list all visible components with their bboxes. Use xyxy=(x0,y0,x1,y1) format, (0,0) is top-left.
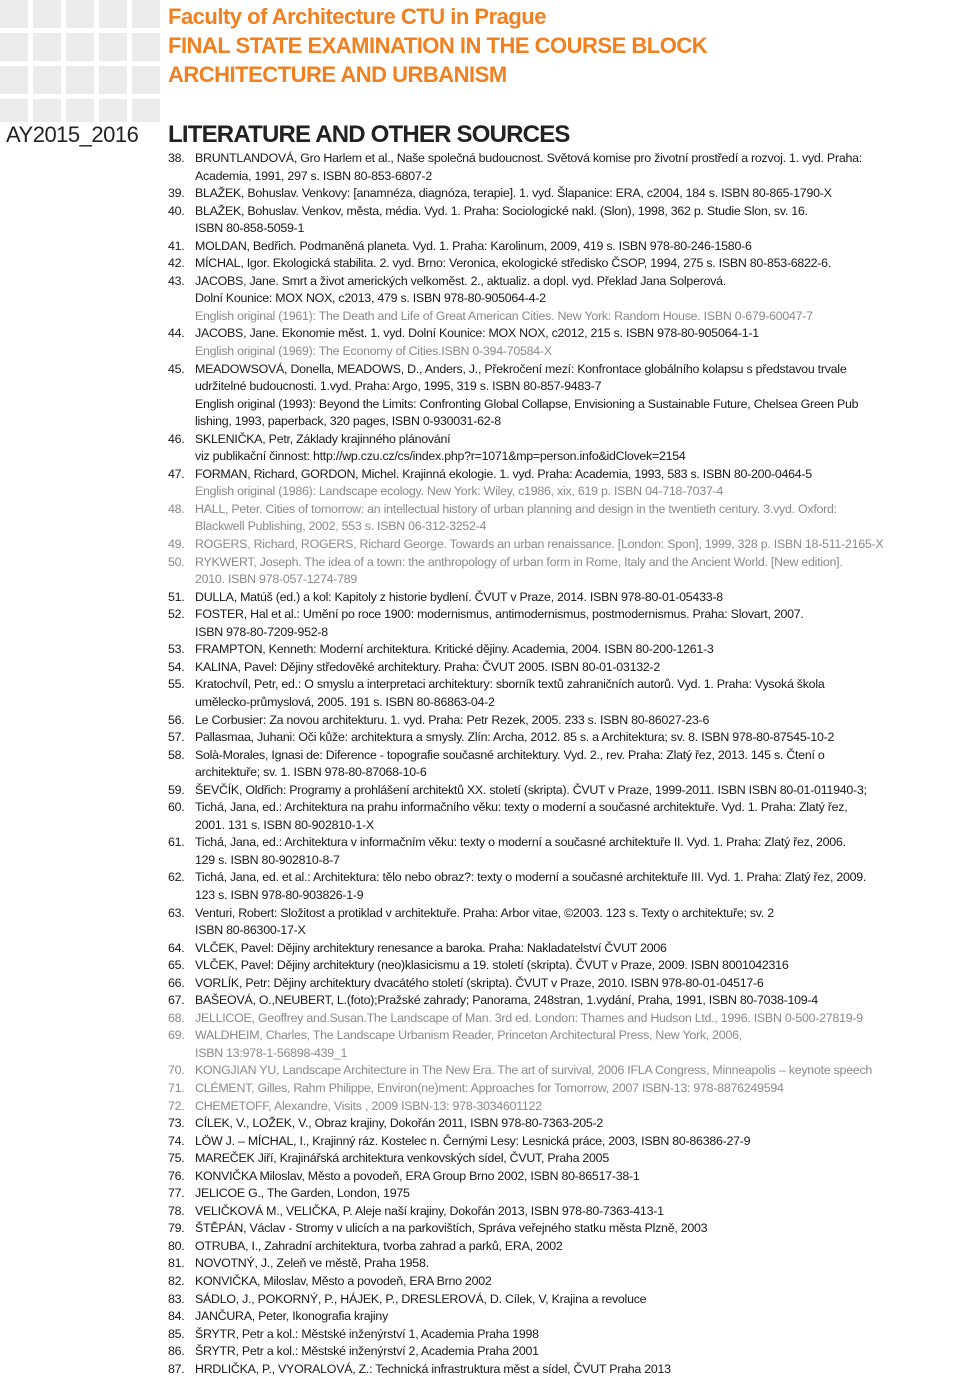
reference-continuation xyxy=(168,887,960,905)
reference-number: 81. xyxy=(168,1256,185,1271)
reference-entry xyxy=(168,1080,960,1098)
reference-entry xyxy=(168,712,960,730)
reference-text: KONVIČKA, Miloslav, Město a povodeň, ERA Brno 2002 xyxy=(195,1274,492,1288)
reference-text: ISBN 978-80-7209-952-8 xyxy=(195,624,328,639)
reference-number: 64. xyxy=(168,940,185,955)
reference-text: MEADOWSOVÁ, Donella, MEADOWS, D., Anders, J., Překročení mezí: Konfrontace globálního kolapsu s představou trvale xyxy=(195,361,847,376)
reference-number: 85. xyxy=(168,1326,185,1341)
reference-number: 72. xyxy=(168,1098,185,1113)
reference-text: English original (1969): The Economy of Cities.ISBN 0-394-70584-X xyxy=(195,344,552,359)
reference-text: umělecko-průmyslová, 2005. 191 s. ISBN 80-86863-04-2 xyxy=(195,694,495,709)
reference-text: Solà-Morales, Ignasi de: Diference - topografie současné architektury. Vyd. 2., rev. Praha: Zlatý řez, 2013. 145 s. Čtení o xyxy=(195,747,825,762)
reference-entry xyxy=(168,255,960,273)
reference-text: FOSTER, Hal et al.: Umění po roce 1900: modernismus, antimodernismus, postmodernismus. Praha: Slovart, 2007. xyxy=(195,607,804,622)
reference-number: 51. xyxy=(168,589,185,604)
reference-entry xyxy=(168,1062,960,1080)
reference-entry xyxy=(168,1027,960,1045)
reference-entry xyxy=(168,466,960,484)
reference-text: Venturi, Robert: Složitost a protiklad v architektuře. Praha: Arbor vitae, ©2003. 123 s. Texty o architektuře; sv. 2 xyxy=(195,905,774,920)
reference-entry xyxy=(168,203,960,221)
reference-text: BAŠEOVÁ, O.,NEUBERT, L.(foto);Pražské zahrady; Panorama, 248stran, 1.vydání, Praha, 1991, ISBN 80-7038-109-4 xyxy=(195,993,818,1008)
reference-number: 43. xyxy=(168,273,185,288)
reference-text: ŠEVČÍK, Oldřich: Programy a prohlášení architektů XX. století (skripta). ČVUT v Praze, 1999-2011. ISBN ISBN 80-01-011940-3; xyxy=(195,782,867,797)
reference-continuation xyxy=(168,448,960,466)
reference-entry xyxy=(168,536,960,554)
course-block-title: ARCHITECTURE AND URBANISM xyxy=(168,62,507,87)
reference-entry xyxy=(168,1361,960,1378)
academic-year: AY2015_2016 xyxy=(6,122,139,147)
reference-text: KONVIČKA Miloslav, Město a povodeň, ERA Group Brno 2002, ISBN 80-86517-38-1 xyxy=(195,1168,640,1183)
reference-text: MOLDAN, Bedřich. Podmaněná planeta. Vyd. 1. Praha: Karolinum, 2009, 419 s. ISBN 978-80-246-1580-6 xyxy=(195,238,752,253)
reference-text: RYKWERT, Joseph. The idea of a town: the anthropology of urban form in Rome, Italy and the Ancient World. [New edition]. xyxy=(195,554,843,569)
reference-entry xyxy=(168,747,960,765)
reference-text: SKLENIČKA, Petr, Základy krajinného plánování xyxy=(195,431,451,446)
reference-entry xyxy=(168,1098,960,1116)
reference-entry xyxy=(168,1115,960,1133)
reference-number: 67. xyxy=(168,993,185,1008)
reference-entry xyxy=(168,325,960,343)
reference-continuation xyxy=(168,378,960,396)
reference-number: 42. xyxy=(168,256,185,271)
reference-number: 87. xyxy=(168,1361,185,1376)
reference-continuation xyxy=(168,764,960,782)
reference-continuation xyxy=(168,694,960,712)
reference-number: 84. xyxy=(168,1309,185,1324)
reference-entry xyxy=(168,431,960,449)
reference-text: architektuře; sv. 1. ISBN 978-80-87068-10-6 xyxy=(195,765,427,780)
reference-text: VELIČKOVÁ M., VELIČKA, P. Aleje naší krajiny, Dokořán 2013, ISBN 978-80-7363-413-1 xyxy=(195,1203,664,1218)
reference-entry xyxy=(168,185,960,203)
reference-text: ŠRYTR, Petr a kol.: Městské inženýrství 2, Academia Praha 2001 xyxy=(195,1344,539,1359)
reference-number: 77. xyxy=(168,1186,185,1201)
reference-number: 56. xyxy=(168,712,185,727)
reference-text: CÍLEK, V., LOŽEK, V., Obraz krajiny, Dokořán 2011, ISBN 978-80-7363-205-2 xyxy=(195,1116,604,1131)
reference-number: 45. xyxy=(168,361,185,376)
reference-entry xyxy=(168,150,960,168)
reference-number: 59. xyxy=(168,782,185,797)
reference-entry xyxy=(168,1326,960,1344)
reference-text: Blackwell Publishing, 2002, 553 s. ISBN 06-312-3252-4 xyxy=(195,519,487,534)
reference-entry xyxy=(168,975,960,993)
reference-entry xyxy=(168,782,960,800)
reference-text: 129 s. ISBN 80-902810-8-7 xyxy=(195,852,340,867)
reference-text: JELLICOE, Geoffrey and.Susan.The Landscape of Man. 3rd ed. London: Thames and Hudson Ltd., 1996. ISBN 0-500-27819-9 xyxy=(195,1010,863,1025)
reference-text: BRUNTLANDOVÁ, Gro Harlem et al., Naše společná budoucnost. Světová komise pro životní prostředí a rozvoj. 1. vyd. Praha: xyxy=(195,151,862,165)
reference-number: 62. xyxy=(168,870,185,885)
reference-continuation xyxy=(168,852,960,870)
reference-text: Tichá, Jana, ed.: Architektura v informačním věku: texty o moderní a současné architektuře II. Vyd. 1. Praha: Zlatý řez, 2006. xyxy=(195,835,846,850)
reference-entry xyxy=(168,869,960,887)
reference-number: 49. xyxy=(168,537,185,552)
reference-text: JANČURA, Peter, Ikonografia krajiny xyxy=(195,1309,389,1324)
reference-entry xyxy=(168,606,960,624)
reference-entry xyxy=(168,1168,960,1186)
reference-text: 123 s. ISBN 978-80-903826-1-9 xyxy=(195,887,364,902)
reference-text: ISBN 80-86300-17-X xyxy=(195,923,306,938)
reference-text: WALDHEIM, Charles, The Landscape Urbanism Reader, Princeton Architectural Press, New York, 2006, xyxy=(195,1028,742,1043)
reference-text: Tichá, Jana, ed.: Architektura na prahu informačního věku: texty o moderní a současné architektuře. Vyd. 1. Praha: Zlatý řez, xyxy=(195,800,848,815)
reference-entry xyxy=(168,1255,960,1273)
reference-number: 68. xyxy=(168,1010,185,1025)
reference-text: KONGJIAN YU, Landscape Architecture in The New Era. The art of survival, 2006 IFLA Congress, Minneapolis – keynote speech xyxy=(195,1063,873,1078)
reference-entry xyxy=(168,1185,960,1203)
reference-entry xyxy=(168,992,960,1010)
reference-number: 47. xyxy=(168,466,185,481)
reference-continuation xyxy=(168,396,960,414)
reference-entry xyxy=(168,1150,960,1168)
reference-text: Tichá, Jana, ed. et al.: Architektura: tělo nebo obraz?: texty o moderní a současné architektuře III. Vyd. 1. Praha: Zlatý řez, 2009. xyxy=(195,870,867,885)
reference-text: ROGERS, Richard, ROGERS, Richard George. Towards an urban renaissance. [London: Spon], 1999, 328 p. ISBN 18-511-2165-X xyxy=(195,537,884,552)
reference-number: 50. xyxy=(168,554,185,569)
reference-text: NOVOTNÝ, J., Zeleň ve městě, Praha 1958. xyxy=(195,1256,429,1271)
reference-text: English original (1993): Beyond the Limits: Confronting Global Collapse, Envisioning a Sustainable Future, Chelsea Green Pub xyxy=(195,396,859,411)
reference-entry xyxy=(168,589,960,607)
section-title: LITERATURE AND OTHER SOURCES xyxy=(168,121,570,148)
reference-number: 80. xyxy=(168,1238,185,1253)
reference-text: KALINA, Pavel: Dějiny středověké architektury. Praha: ČVUT 2005. ISBN 80-01-03132-2 xyxy=(195,659,661,674)
reference-text: JELICOE G., The Garden, London, 1975 xyxy=(195,1186,410,1201)
reference-text: VLČEK, Pavel: Dějiny architektury renesance a baroka. Praha: Nakladatelství ČVUT 2006 xyxy=(195,940,667,955)
reference-entry xyxy=(168,1291,960,1309)
reference-continuation xyxy=(168,571,960,589)
reference-number: 53. xyxy=(168,642,185,657)
reference-number: 66. xyxy=(168,975,185,990)
reference-text: udržitelné budoucnosti. 1.vyd. Praha: Argo, 1995, 319 s. ISBN 80-857-9483-7 xyxy=(195,379,602,394)
reference-entry xyxy=(168,799,960,817)
reference-continuation xyxy=(168,343,960,361)
reference-text: JACOBS, Jane. Smrt a život amerických velkoměst. 2., aktualiz. a dopl. vyd. Překlad Jana Solperová. xyxy=(195,273,727,288)
reference-text: lishing, 1993, paperback, 320 pages, ISBN 0-930031-62-8 xyxy=(195,414,501,429)
reference-entry xyxy=(168,659,960,677)
reference-continuation xyxy=(168,1045,960,1063)
reference-text: VLČEK, Pavel: Dějiny architektury (neo)klasicismu a 19. století (skripta). ČVUT v Praze, 2009. ISBN 8001042316 xyxy=(195,958,789,973)
reference-entry xyxy=(168,940,960,958)
reference-text: SÁDLO, J., POKORNÝ, P., HÁJEK, P., DRESLEROVÁ, D. Cílek, V, Krajina a revoluce xyxy=(195,1291,647,1306)
reference-number: 78. xyxy=(168,1203,185,1218)
reference-number: 65. xyxy=(168,958,185,973)
reference-number: 70. xyxy=(168,1063,185,1078)
reference-text: Academia, 1991, 297 s. ISBN 80-853-6807-2 xyxy=(195,168,433,183)
reference-entry xyxy=(168,1238,960,1256)
reference-text: ISBN 13:978-1-56898-439_1 xyxy=(195,1045,348,1060)
reference-number: 75. xyxy=(168,1151,185,1166)
reference-entry xyxy=(168,1203,960,1221)
reference-continuation xyxy=(168,220,960,238)
reference-number: 54. xyxy=(168,659,185,674)
reference-number: 61. xyxy=(168,835,185,850)
reference-entry xyxy=(168,273,960,291)
document-header xyxy=(168,2,707,89)
reference-number: 39. xyxy=(168,186,185,201)
reference-text: English original (1986): Landscape ecology. New York: Wiley, c1986, xix, 619 p. ISBN 04-718-7037-4 xyxy=(195,484,724,499)
reference-text: VORLÍK, Petr: Dějiny architektury dvacátého století (skripta). ČVUT v Praze, 2010. ISBN 978-80-01-04517-6 xyxy=(195,975,764,990)
reference-number: 63. xyxy=(168,905,185,920)
reference-text: CLÉMENT, Gilles, Rahm Philippe, Environ(ne)ment: Approaches for Tomorrow, 2007 ISBN-13: 978-8876249594 xyxy=(195,1080,784,1095)
reference-text: BLAŽEK, Bohuslav. Venkovy: [anamnéza, diagnóza, terapie]. 1. vyd. Šlapanice: ERA, c2004, 184 s. ISBN 80-865-1790-X xyxy=(195,186,832,201)
reference-number: 71. xyxy=(168,1080,185,1095)
reference-text: 2010. ISBN 978-057-1274-789 xyxy=(195,572,358,587)
reference-text: viz publikační činnost: http://wp.czu.cz/cs/index.php?r=1071&mp=person.info&idClovek=2154 xyxy=(195,449,686,464)
reference-continuation xyxy=(168,922,960,940)
reference-number: 82. xyxy=(168,1274,185,1288)
reference-text: HALL, Peter. Cities of tomorrow: an intellectual history of urban planning and design in the twentieth century. 3.vyd. Oxford: xyxy=(195,501,837,516)
reference-entry xyxy=(168,554,960,572)
reference-entry xyxy=(168,957,960,975)
reference-text: DULLA, Matúš (ed.) a kol: Kapitoly z historie bydlení. ČVUT v Praze, 2014. ISBN 978-80-01-05433-8 xyxy=(195,589,723,604)
reference-text: English original (1961): The Death and Life of Great American Cities. New York: Random House. ISBN 0-679-60047-7 xyxy=(195,308,813,323)
reference-number: 41. xyxy=(168,238,185,253)
reference-text: Kratochvíl, Petr, ed.: O smyslu a interpretaci architektury: sborník textů zahraničních autorů. Vyd. 1. Praha: Vysoká škola xyxy=(195,677,825,692)
reference-number: 58. xyxy=(168,747,185,762)
reference-number: 52. xyxy=(168,607,185,622)
reference-list xyxy=(168,150,960,1378)
reference-text: ŠTĚPÁN, Václav - Stromy v ulicích a na parkovištích, Správa veřejného statku města Plzně, 2003 xyxy=(195,1221,708,1236)
reference-entry xyxy=(168,641,960,659)
reference-entry xyxy=(168,1343,960,1361)
reference-number: 79. xyxy=(168,1221,185,1236)
reference-entry xyxy=(168,1308,960,1326)
reference-continuation xyxy=(168,290,960,308)
reference-number: 57. xyxy=(168,730,185,745)
reference-entry xyxy=(168,676,960,694)
decorative-squares xyxy=(0,0,160,122)
reference-text: BLAŽEK, Bohuslav. Venkov, města, média. Vyd. 1. Praha: Sociologické nakl. (Slon), 1998, 362 p. Studie Slon, sv. 16. xyxy=(195,203,808,218)
reference-continuation xyxy=(168,518,960,536)
reference-number: 69. xyxy=(168,1028,185,1043)
reference-text: FORMAN, Richard, GORDON, Michel. Krajinná ekologie. 1. vyd. Praha: Academia, 1993, 583 s. ISBN 80-200-0464-5 xyxy=(195,466,812,481)
reference-number: 46. xyxy=(168,431,185,446)
reference-text: LÖW J. – MÍCHAL, I., Krajinný ráz. Kostelec n. Černými Lesy: Lesnická práce, 2003, ISBN 80-86386-27-9 xyxy=(195,1133,751,1148)
reference-text: Le Corbusier: Za novou architekturu. 1. vyd. Praha: Petr Rezek, 2005. 233 s. ISBN 80-86027-23-6 xyxy=(195,712,710,727)
reference-number: 74. xyxy=(168,1133,185,1148)
reference-text: HRDLIČKA, P., VYORALOVÁ, Z.: Technická infrastruktura měst a sídel, ČVUT Praha 2013 xyxy=(195,1361,671,1376)
reference-entry xyxy=(168,905,960,923)
reference-entry xyxy=(168,729,960,747)
reference-continuation xyxy=(168,483,960,501)
reference-entry xyxy=(168,1273,960,1291)
reference-number: 86. xyxy=(168,1344,185,1359)
reference-number: 55. xyxy=(168,677,185,692)
reference-text: MAREČEK Jiří, Krajinářská architektura venkovských sídel, ČVUT, Praha 2005 xyxy=(195,1151,609,1166)
reference-continuation xyxy=(168,308,960,326)
reference-text: OTRUBA, I., Zahradní architektura, tvorba zahrad a parků, ERA, 2002 xyxy=(195,1238,563,1253)
reference-text: FRAMPTON, Kenneth: Moderní architektura. Kritické dějiny. Academia, 2004. ISBN 80-200-1261-3 xyxy=(195,642,714,657)
reference-text: ISBN 80-858-5059-1 xyxy=(195,221,305,236)
reference-text: ŠRYTR, Petr a kol.: Městské inženýrství 1, Academia Praha 1998 xyxy=(195,1326,539,1341)
reference-entry xyxy=(168,361,960,379)
reference-text: CHEMETOFF, Alexandre, Visits , 2009 ISBN-13: 978-3034601122 xyxy=(195,1098,542,1113)
reference-entry xyxy=(168,1133,960,1151)
reference-number: 73. xyxy=(168,1116,185,1131)
reference-entry xyxy=(168,238,960,256)
reference-continuation xyxy=(168,624,960,642)
reference-entry xyxy=(168,1220,960,1238)
reference-entry xyxy=(168,1010,960,1028)
reference-continuation xyxy=(168,413,960,431)
faculty-title: Faculty of Architecture CTU in Prague xyxy=(168,4,546,29)
reference-continuation xyxy=(168,817,960,835)
reference-number: 60. xyxy=(168,800,185,815)
reference-number: 76. xyxy=(168,1168,185,1183)
reference-text: JACOBS, Jane. Ekonomie měst. 1. vyd. Dolní Kounice: MOX NOX, c2012, 215 s. ISBN 978-80-905064-1-1 xyxy=(195,326,759,341)
reference-text: Pallasmaa, Juhani: Oči kůže: architektura a smysly. Zlín: Archa, 2012. 85 s. a Architektura; sv. 8. ISBN 978-80-87545-10-2 xyxy=(195,730,835,745)
exam-title: FINAL STATE EXAMINATION IN THE COURSE BLOCK xyxy=(168,33,708,58)
reference-number: 38. xyxy=(168,151,185,165)
reference-text: MÍCHAL, Igor. Ekologická stabilita. 2. vyd. Brno: Veronica, ekologické středisko ČSOP, 1994, 275 s. ISBN 80-853-6822-6. xyxy=(195,256,832,271)
reference-number: 48. xyxy=(168,501,185,516)
reference-entry xyxy=(168,501,960,519)
reference-continuation xyxy=(168,168,960,186)
reference-text: 2001. 131 s. ISBN 80-902810-1-X xyxy=(195,817,374,832)
reference-text: Dolní Kounice: MOX NOX, c2013, 479 s. ISBN 978-80-905064-4-2 xyxy=(195,291,546,306)
reference-number: 83. xyxy=(168,1291,185,1306)
reference-number: 40. xyxy=(168,203,185,218)
reference-number: 44. xyxy=(168,326,185,341)
reference-entry xyxy=(168,834,960,852)
